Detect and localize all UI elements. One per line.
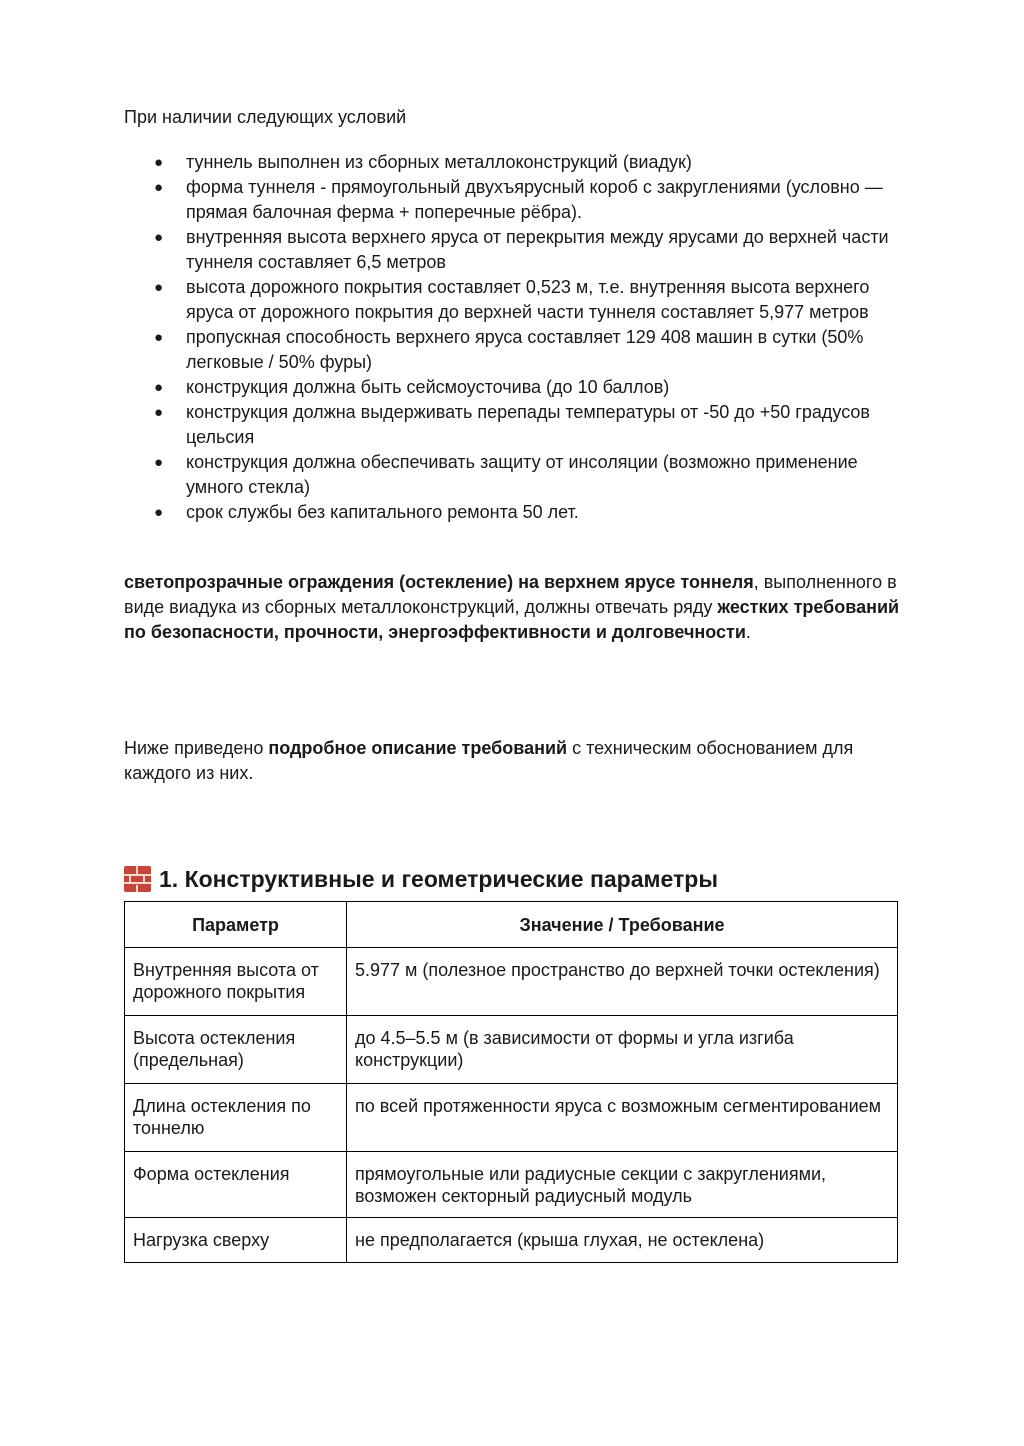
bold-text: жестких требований по безопасности, прочности, энергоэффективности и долговечности	[124, 597, 900, 642]
table-cell: Форма остекления	[125, 1152, 347, 1218]
brick-icon	[124, 866, 151, 892]
table-row	[125, 1016, 898, 1084]
list-item	[124, 150, 904, 175]
intro-text: При наличии следующих условий	[124, 107, 407, 127]
body-text: .	[745, 622, 751, 642]
bullet-icon: ●	[154, 404, 164, 421]
list-item	[124, 500, 904, 525]
list-item-text: внутренняя высота верхнего яруса от перекрытия между ярусами до верхней части туннеля составляет 6,5 метров	[186, 227, 889, 272]
body-text: Ниже приведено	[124, 738, 269, 758]
bullet-icon: ●	[154, 379, 164, 396]
table-cell: Длина остекления по тоннелю	[125, 1084, 347, 1152]
table-cell: Внутренняя высота от дорожного покрытия	[125, 948, 347, 1016]
list-item	[124, 175, 904, 225]
bullet-icon: ●	[154, 329, 164, 346]
bold-text: светопрозрачные ограждения (остекление) на верхнем ярусе тоннеля	[124, 572, 754, 592]
table-cell: по всей протяженности яруса с возможным сегментированием	[347, 1084, 898, 1152]
parameters-table	[124, 901, 898, 1263]
table-cell: до 4.5–5.5 м (в зависимости от формы и угла изгиба конструкции)	[347, 1016, 898, 1084]
table-row	[125, 948, 898, 1016]
table-cell: прямоугольные или радиусные секции с закруглениями, возможен секторный радиусный модуль	[347, 1152, 898, 1218]
description-paragraph	[124, 736, 904, 786]
list-item	[124, 275, 904, 325]
section-title: 1. Конструктивные и геометрические параметры	[159, 866, 718, 892]
table-row	[125, 1218, 898, 1263]
bullet-icon: ●	[154, 504, 164, 521]
list-item-text: туннель выполнен из сборных металлоконструкций (виадук)	[186, 152, 692, 172]
table-cell: не предполагается (крыша глухая, не остеклена)	[347, 1218, 898, 1263]
list-item	[124, 375, 904, 400]
table-cell: Нагрузка сверху	[125, 1218, 347, 1263]
column-header: Параметр	[125, 902, 347, 948]
bullet-icon: ●	[154, 454, 164, 471]
table-cell: Высота остекления (предельная)	[125, 1016, 347, 1084]
conditions-list	[124, 150, 904, 525]
list-item-text: срок службы без капитального ремонта 50 лет.	[186, 502, 579, 522]
list-item	[124, 400, 904, 450]
list-item-text: пропускная способность верхнего яруса составляет 129 408 машин в сутки (50% легковые / 50% фуры)	[186, 327, 864, 372]
list-item-text: высота дорожного покрытия составляет 0,523 м, т.е. внутренняя высота верхнего яруса от дорожного покрытия до верхней части туннеля составляет 5,977 метров	[186, 277, 870, 322]
bullet-icon: ●	[154, 179, 164, 196]
column-header: Значение / Требование	[347, 902, 898, 948]
table-header-row	[125, 902, 898, 948]
bold-text: подробное описание требований	[268, 738, 568, 758]
list-item-text: форма туннеля - прямоугольный двухъярусный короб с закруглениями (условно — прямая балочная ферма + поперечные рёбра).	[186, 177, 883, 222]
table-row	[125, 1152, 898, 1218]
body-text: , выполненного в виде виадука из сборных металлоконструкций, должны отвечать ряду	[124, 572, 897, 617]
section-heading	[124, 862, 718, 896]
list-item	[124, 325, 904, 375]
list-item	[124, 450, 904, 500]
list-item-text: конструкция должна обеспечивать защиту от инсоляции (возможно применение умного стекла)	[186, 452, 858, 497]
requirements-paragraph	[124, 570, 904, 645]
list-item-text: конструкция должна выдерживать перепады температуры от -50 до +50 градусов цельсия	[186, 402, 870, 447]
table-cell: 5.977 м (полезное пространство до верхней точки остекления)	[347, 948, 898, 1016]
list-item	[124, 225, 904, 275]
bullet-icon: ●	[154, 229, 164, 246]
bullet-icon: ●	[154, 154, 164, 171]
body-text: с техническим обоснованием для каждого из них.	[124, 738, 854, 783]
table-row	[125, 1084, 898, 1152]
list-item-text: конструкция должна быть сейсмоусточива (до 10 баллов)	[186, 377, 670, 397]
bullet-icon: ●	[154, 279, 164, 296]
